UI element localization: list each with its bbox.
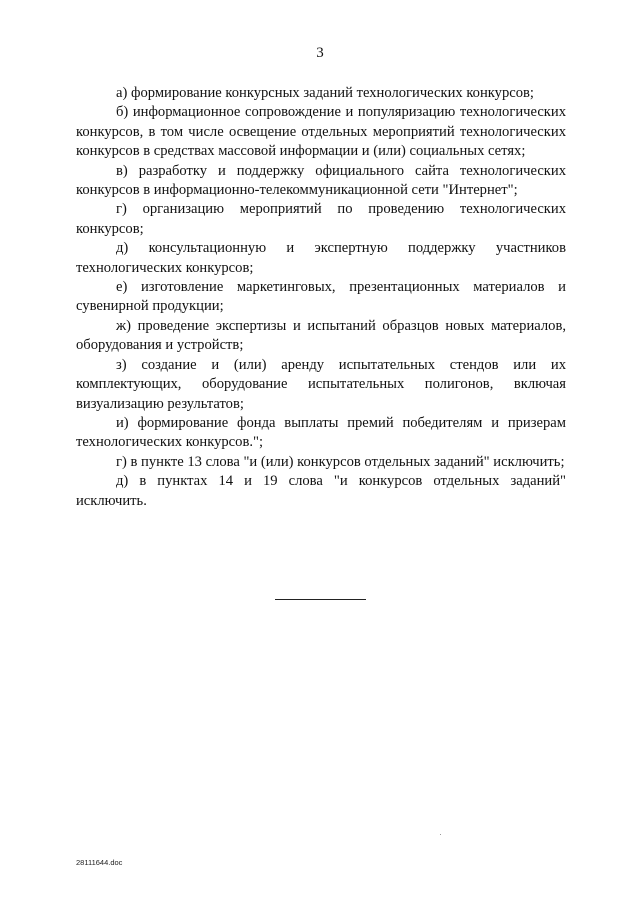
paragraph-d-items14-19: д) в пунктах 14 и 19 слова "и конкурсов отдельных заданий" исключить. xyxy=(76,473,566,509)
paragraph-g: г) организацию мероприятий по проведению технологических конкурсов; xyxy=(76,201,566,237)
paragraph-zh: ж) проведение экспертизы и испытаний образцов новых материалов, оборудования и устройств; xyxy=(76,317,566,354)
paragraph-i: и) формирование фонда выплаты премий победителям и призерам технологических конкурсов."; xyxy=(76,414,566,451)
paragraph-a: а) формирование конкурсных заданий технологических конкурсов; xyxy=(116,85,534,101)
paragraph-g-item13: г) в пункте 13 слова "и (или) конкурсов отдельных заданий" исключить; xyxy=(116,453,565,470)
paragraph-e: е) изготовление маркетинговых, презентационных материалов и сувенирной продукции; xyxy=(76,279,566,315)
paragraph-d: д) консультационную и экспертную поддержку участников технологических конкурсов; xyxy=(76,240,566,276)
page-number: 3 xyxy=(316,45,324,61)
paragraph-v: в) разработку и поддержку официального сайта технологических конкурсов в информационно-телекоммуникационной сети "Интернет"; xyxy=(76,162,566,199)
paragraph-z: з) создание и (или) аренду испытательных стендов или их комплектующих, оборудование испытательных полигонов, включая визуализацию результатов; xyxy=(76,356,566,412)
footer-document-code: 28111644.doc xyxy=(76,858,123,867)
document-body xyxy=(76,84,566,511)
end-separator-line xyxy=(275,599,366,600)
scan-speck xyxy=(440,834,441,835)
paragraph-b: б) информационное сопровождение и популяризацию технологических конкурсов, в том числе освещение отдельных мероприятий технологических конкурсов в средствах массовой информации и (или) социальных сетях; xyxy=(76,104,566,160)
